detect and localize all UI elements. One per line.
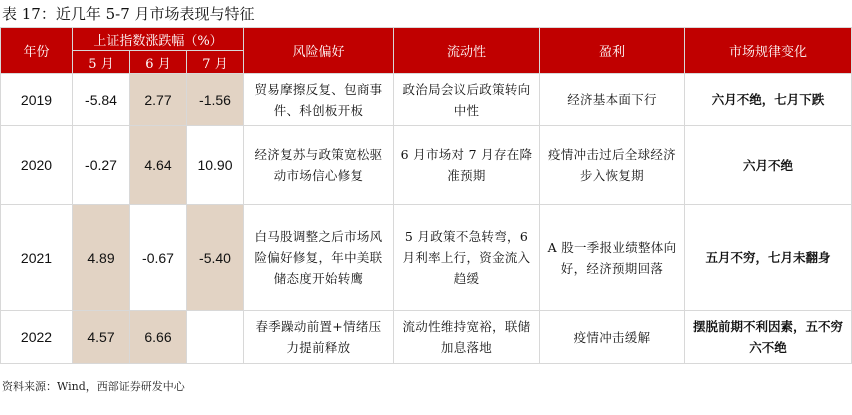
risk-cell: 春季躁动前置+情绪压力提前释放	[244, 311, 394, 364]
header-index-group: 上证指数涨跌幅（%）	[73, 28, 244, 51]
pattern-cell: 五月不穷，七月未翻身	[685, 205, 852, 311]
jun-cell: 4.64	[130, 126, 187, 205]
risk-cell: 经济复苏与政策宽松驱动市场信心修复	[244, 126, 394, 205]
table-row	[1, 74, 852, 126]
table-row	[1, 311, 852, 364]
may-cell: -5.84	[73, 74, 130, 126]
profit-cell: A 股一季报业绩整体向好，经济预期回落	[540, 205, 685, 311]
pattern-cell: 摆脱前期不利因素，五不穷六不绝	[685, 311, 852, 364]
year-cell: 2020	[1, 126, 73, 205]
year-cell: 2022	[1, 311, 73, 364]
table-title: 表 17：近几年 5-7 月市场表现与特征	[2, 5, 255, 23]
liquidity-cell: 政治局会议后政策转向中性	[394, 74, 540, 126]
header-pattern: 市场规律变化	[685, 28, 852, 74]
jul-cell	[187, 311, 244, 364]
jul-cell: -1.56	[187, 74, 244, 126]
profit-cell: 经济基本面下行	[540, 74, 685, 126]
may-cell: 4.89	[73, 205, 130, 311]
jun-cell: 2.77	[130, 74, 187, 126]
header-jul: 7 月	[187, 51, 244, 74]
liquidity-cell: 6 月市场对 7 月存在降准预期	[394, 126, 540, 205]
may-cell: 4.57	[73, 311, 130, 364]
source-note: 资料来源：Wind，西部证券研发中心	[2, 380, 185, 393]
jun-cell: -0.67	[130, 205, 187, 311]
jun-cell: 6.66	[130, 311, 187, 364]
pattern-cell: 六月不绝，七月下跌	[685, 74, 852, 126]
header-risk: 风险偏好	[244, 28, 394, 74]
jul-cell: 10.90	[187, 126, 244, 205]
liquidity-cell: 5 月政策不急转弯，6 月利率上行，资金流入趋缓	[394, 205, 540, 311]
profit-cell: 疫情冲击缓解	[540, 311, 685, 364]
header-profit: 盈利	[540, 28, 685, 74]
risk-cell: 白马股调整之后市场风险偏好修复，年中美联储态度开始转鹰	[244, 205, 394, 311]
header-may: 5 月	[73, 51, 130, 74]
may-cell: -0.27	[73, 126, 130, 205]
pattern-cell: 六月不绝	[685, 126, 852, 205]
risk-cell: 贸易摩擦反复、包商事件、科创板开板	[244, 74, 394, 126]
header-liquidity: 流动性	[394, 28, 540, 74]
table-row	[1, 205, 852, 311]
jul-cell: -5.40	[187, 205, 244, 311]
header-jun: 6 月	[130, 51, 187, 74]
table-row	[1, 126, 852, 205]
market-table	[0, 27, 852, 364]
profit-cell: 疫情冲击过后全球经济步入恢复期	[540, 126, 685, 205]
header-year: 年份	[1, 28, 73, 74]
year-cell: 2019	[1, 74, 73, 126]
year-cell: 2021	[1, 205, 73, 311]
liquidity-cell: 流动性维持宽裕，联储加息落地	[394, 311, 540, 364]
